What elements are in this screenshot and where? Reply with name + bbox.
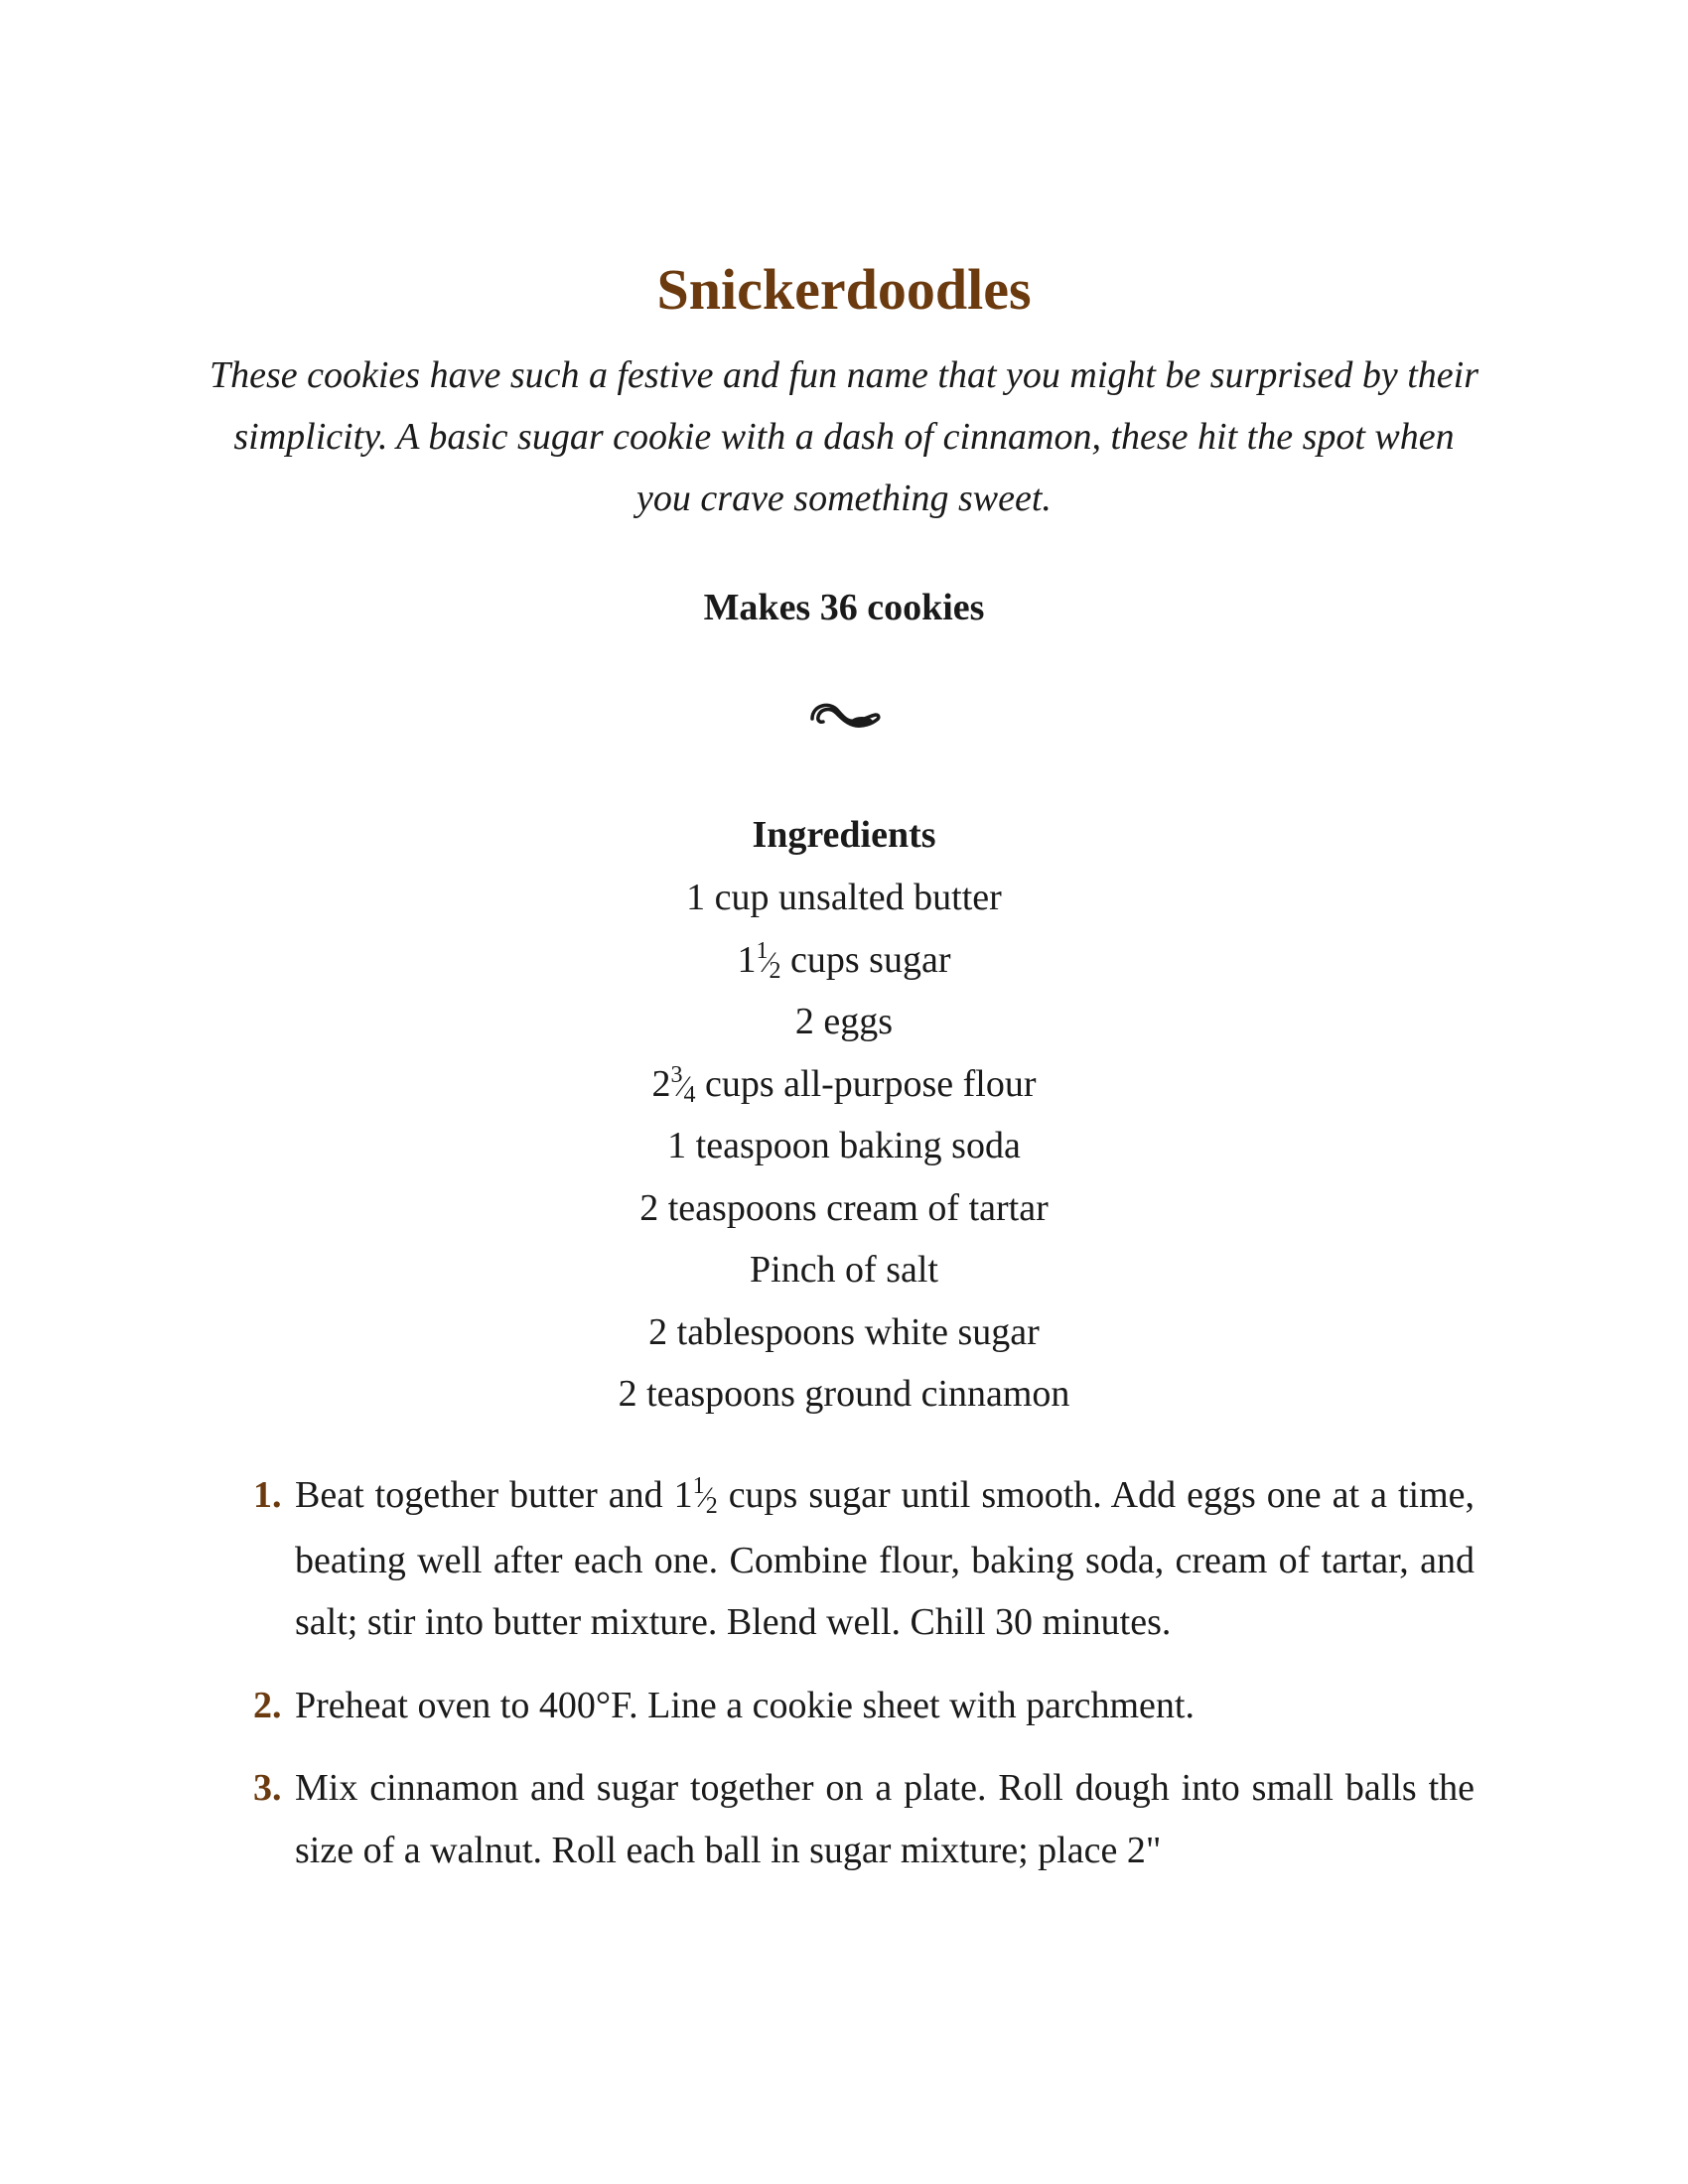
ingredient-item: 1 cup unsalted butter xyxy=(686,877,1002,918)
step-number: 3. xyxy=(253,1767,282,1809)
instruction-step: 3. Mix cinnamon and sugar together on a plate. Roll dough into small balls the size of a walnut. Roll each ball in sugar mixture; place 2" xyxy=(248,1757,1475,1881)
ingredient-item: $1^1⁄_2$ cups sugar xyxy=(737,937,951,984)
recipe-yield: Makes 36 cookies xyxy=(703,587,985,628)
ingredients-list xyxy=(0,867,1688,1426)
step-number: 1. xyxy=(253,1474,282,1516)
ingredient-item: 2 teaspoons cream of tartar xyxy=(639,1186,1049,1229)
ingredient-item: 1 teaspoon baking soda xyxy=(667,1125,1021,1166)
ingredient-item: 2 teaspoons ground cinnamon xyxy=(618,1373,1070,1415)
ingredient-item: 2 eggs xyxy=(794,1001,894,1042)
ingredient-item: $2^3⁄_4$ cups all-purpose flour xyxy=(651,1061,1037,1108)
instruction-step: 2. Preheat oven to 400°F. Line a cookie sheet with parchment. xyxy=(248,1675,1475,1737)
ingredient-item: 2 tablespoons white sugar xyxy=(648,1310,1040,1353)
instructions-list xyxy=(248,1464,1475,1902)
ingredient-item: Pinch of salt xyxy=(750,1249,938,1291)
ingredients-heading: Ingredients xyxy=(752,814,936,856)
recipe-intro: These cookies have such a festive and fun name that you might be surprised by their simplicity. A basic sugar cookie with a dash of cinnamon, these hit the spot when you crave something sweet. xyxy=(209,354,1479,519)
recipe-title: Snickerdoodles xyxy=(656,257,1032,322)
fleuron-ornament-icon xyxy=(804,685,884,741)
instruction-step: 1. Beat together butter and $1^1⁄_2$ cups sugar until smooth. Add eggs one at a time, beating well after each one. Combine flour, baking soda, cream of tartar, and salt; stir into butter mixture. Blend well. Chill 30 minutes. xyxy=(248,1464,1475,1654)
step-number: 2. xyxy=(253,1684,282,1726)
